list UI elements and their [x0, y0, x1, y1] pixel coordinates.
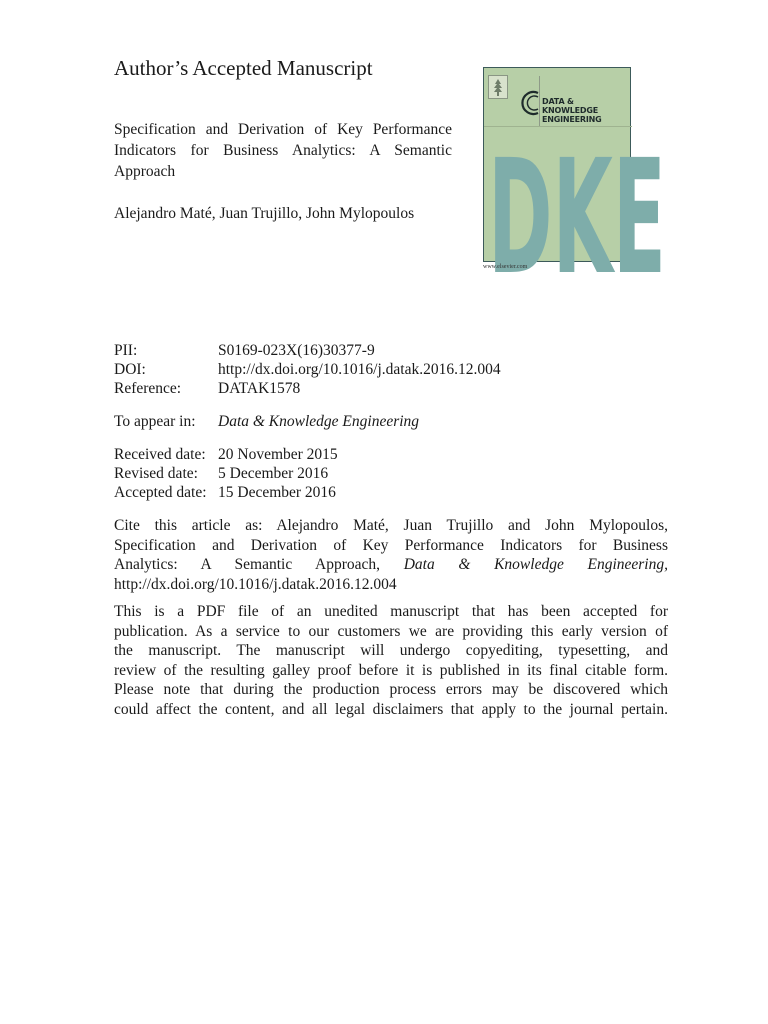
article-authors: Alejandro Maté, Juan Trujillo, John Mylopoulos	[114, 205, 415, 222]
page-clip: Author’s Accepted Manuscript Specification and Derivation of Key Performance Indicators for Business Analytics: A Semantic Approach Alejandro Maté, Juan Trujillo, John Mylopoulos DATA & KNOWLEDGE ENGINEERING DKE www.elsevier.com PII: S0169-023X(16)30377-9 DOI: http://dx.doi.org/10.1016/j.datak.2016.12.004 Reference: DATAK1578 To appear in: Data & Knowledge Engineering Received date: 20 November 2015 Revised date: 5 December 2016 Accepted date: 15 December 2016 Cite this article as: Alejandro Maté, Juan Trujillo and John Mylopoulos, Specification and Derivation of Key Performance Indicators for Business Analytics: A Semantic Approach, Data & Knowledge Engineering, http://dx.doi.org/10.1016/j.datak.2016.12.004 This is a PDF file of an unedited manuscript that has been accepted for publication. As a service to our customers we are providing this early version of the manuscript. The manuscript will undergo copyediting, typesetting, and review of the resulting galley proof before it is published in its final citable form. Please note that during the production process errors may be discovered which could affect the content, and all legal disclaimers that apply to the journal pertain.	[114, 56, 668, 718]
cover-caption: www.elsevier.com	[483, 264, 528, 270]
page-title: Author’s Accepted Manuscript	[114, 56, 373, 80]
citation-paragraph: Cite this article as: Alejandro Maté, Juan Trujillo and John Mylopoulos, Specification and Derivation of Key Performance Indicators for Business Analytics: A Semantic Approach, Data & Knowledge Engineering, http://dx.doi.org/10.1016/j.datak.2016.12.004	[114, 517, 668, 593]
disclaimer-paragraph: This is a PDF file of an unedited manuscript that has been accepted for publication. As a service to our customers we are providing this early version of the manuscript. The manuscript will undergo copyediting, typesetting, and review of the resulting galley proof before it is published in its final citable form. Please note that during the production process errors may be discovered which could affect the content, and all legal disclaimers that apply to the journal pertain.	[114, 603, 668, 718]
cover-journal-name: DATA & KNOWLEDGE ENGINEERING	[542, 97, 602, 124]
elsevier-logo-icon	[488, 75, 508, 99]
citation-doi-link[interactable]: http://dx.doi.org/10.1016/j.datak.2016.12.004	[114, 575, 397, 593]
doi-link[interactable]: http://dx.doi.org/10.1016/j.datak.2016.12.004	[218, 361, 501, 378]
journal-c-icon	[518, 88, 542, 118]
citation-line-3: Analytics: A Semantic Approach, Data & Knowledge Engineering,	[114, 556, 668, 573]
article-title: Specification and Derivation of Key Performance Indicators for Business Analytics: A Semantic Approach	[114, 121, 452, 180]
cover-dke-text: DKE	[488, 126, 666, 310]
